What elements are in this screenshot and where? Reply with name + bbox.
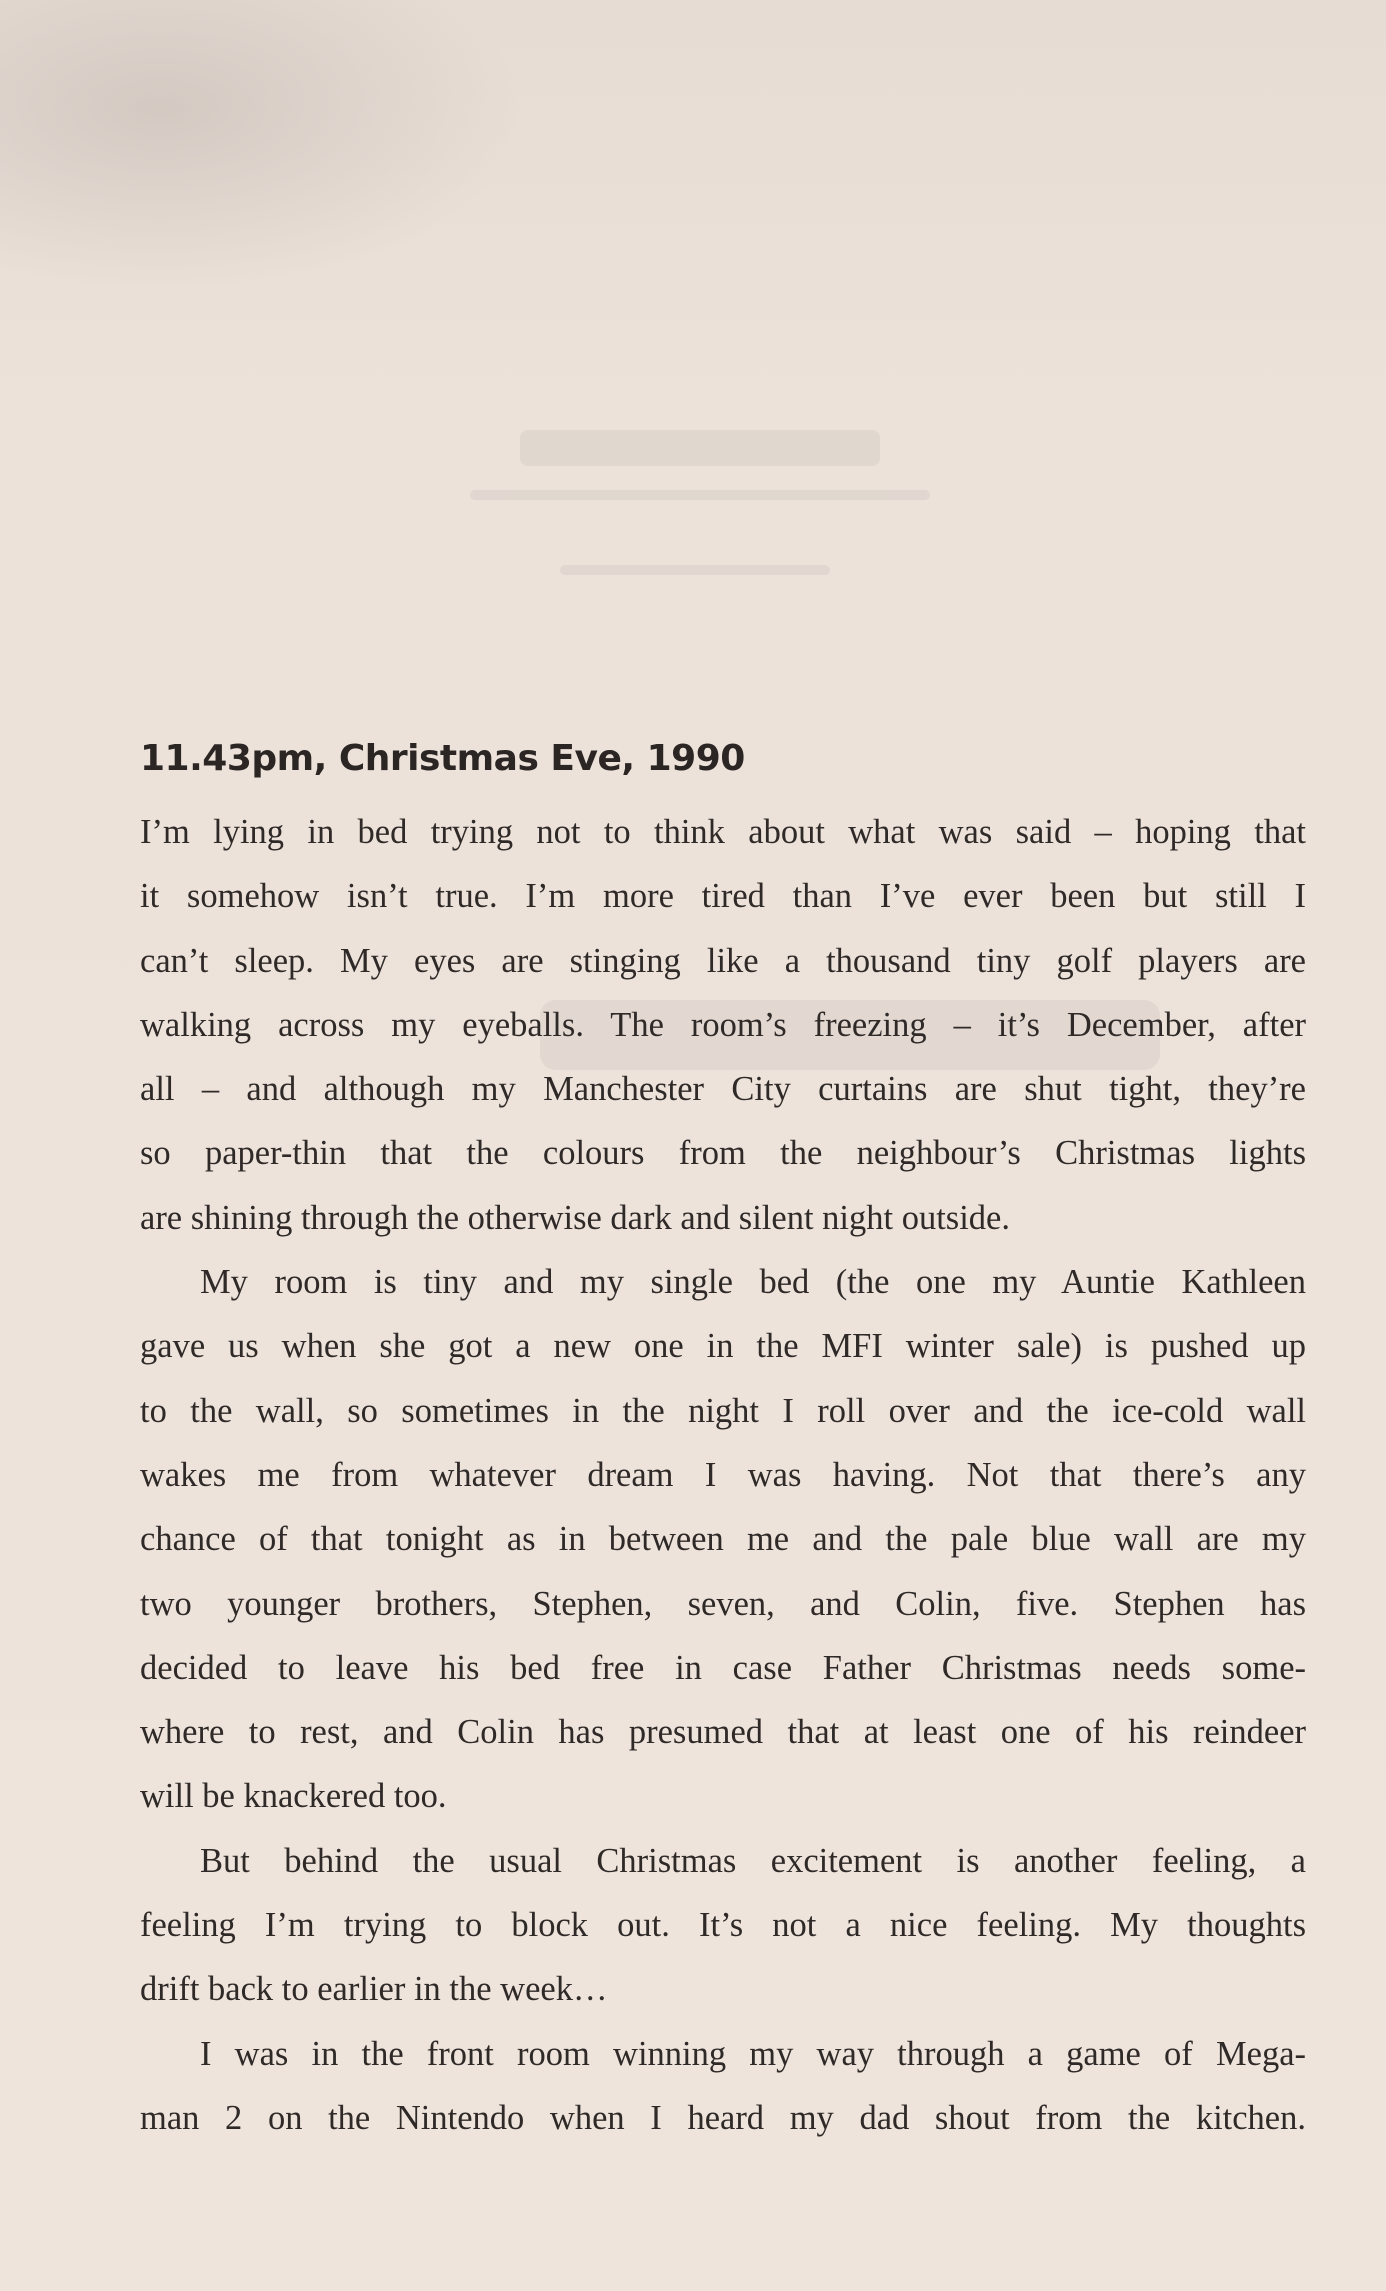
text-line: it somehow isn’t true. I’m more tired than I’ve ever been but still I: [140, 877, 1306, 916]
text-line: all – and although my Manchester City curtains are shut tight, they’re: [140, 1070, 1306, 1109]
text-line: are shining through the otherwise dark and silent night outside.: [140, 1198, 1010, 1237]
text-line: feeling I’m trying to block out. It’s not a nice feeling. My thoughts: [140, 1906, 1306, 1945]
body-text: [140, 800, 1306, 2150]
text-line: man 2 on the Nintendo when I heard my dad shout from the kitchen.: [140, 2098, 1306, 2137]
text-line: drift back to earlier in the week…: [140, 1970, 608, 2009]
text-line: I’m lying in bed trying not to think about what was said – hoping that: [140, 813, 1306, 851]
paragraph-3: [140, 1829, 1306, 2022]
text-line: gave us when she got a new one in the MFI winter sale) is pushed up: [140, 1327, 1306, 1366]
text-line: can’t sleep. My eyes are stinging like a thousand tiny golf players are: [140, 941, 1306, 980]
text-line: to the wall, so sometimes in the night I roll over and the ice-cold wall: [140, 1391, 1306, 1430]
text-line: My room is tiny and my single bed (the one my Auntie Kathleen: [200, 1263, 1306, 1302]
text-line: But behind the usual Christmas excitement is another feeling, a: [200, 1841, 1306, 1880]
text-line: I was in the front room winning my way through a game of Mega-: [200, 2034, 1306, 2073]
text-line: so paper-thin that the colours from the neighbour’s Christmas lights: [140, 1134, 1306, 1173]
text-line: wakes me from whatever dream I was having. Not that there’s any: [140, 1455, 1306, 1494]
text-line: walking across my eyeballs. The room’s freezing – it’s December, after: [140, 1005, 1306, 1044]
paragraph-4: [140, 2022, 1306, 2151]
text-line: will be knackered too.: [140, 1777, 447, 1816]
paragraph-2: [140, 1250, 1306, 1829]
text-line: decided to leave his bed free in case Father Christmas needs some-: [140, 1648, 1306, 1687]
text-line: where to rest, and Colin has presumed that at least one of his reindeer: [140, 1713, 1306, 1752]
text-line: two younger brothers, Stephen, seven, and Colin, five. Stephen has: [140, 1584, 1306, 1623]
text-line: chance of that tonight as in between me and the pale blue wall are my: [140, 1520, 1306, 1559]
paragraph-1: [140, 800, 1306, 1250]
section-heading: 11.43pm, Christmas Eve, 1990: [140, 738, 745, 779]
